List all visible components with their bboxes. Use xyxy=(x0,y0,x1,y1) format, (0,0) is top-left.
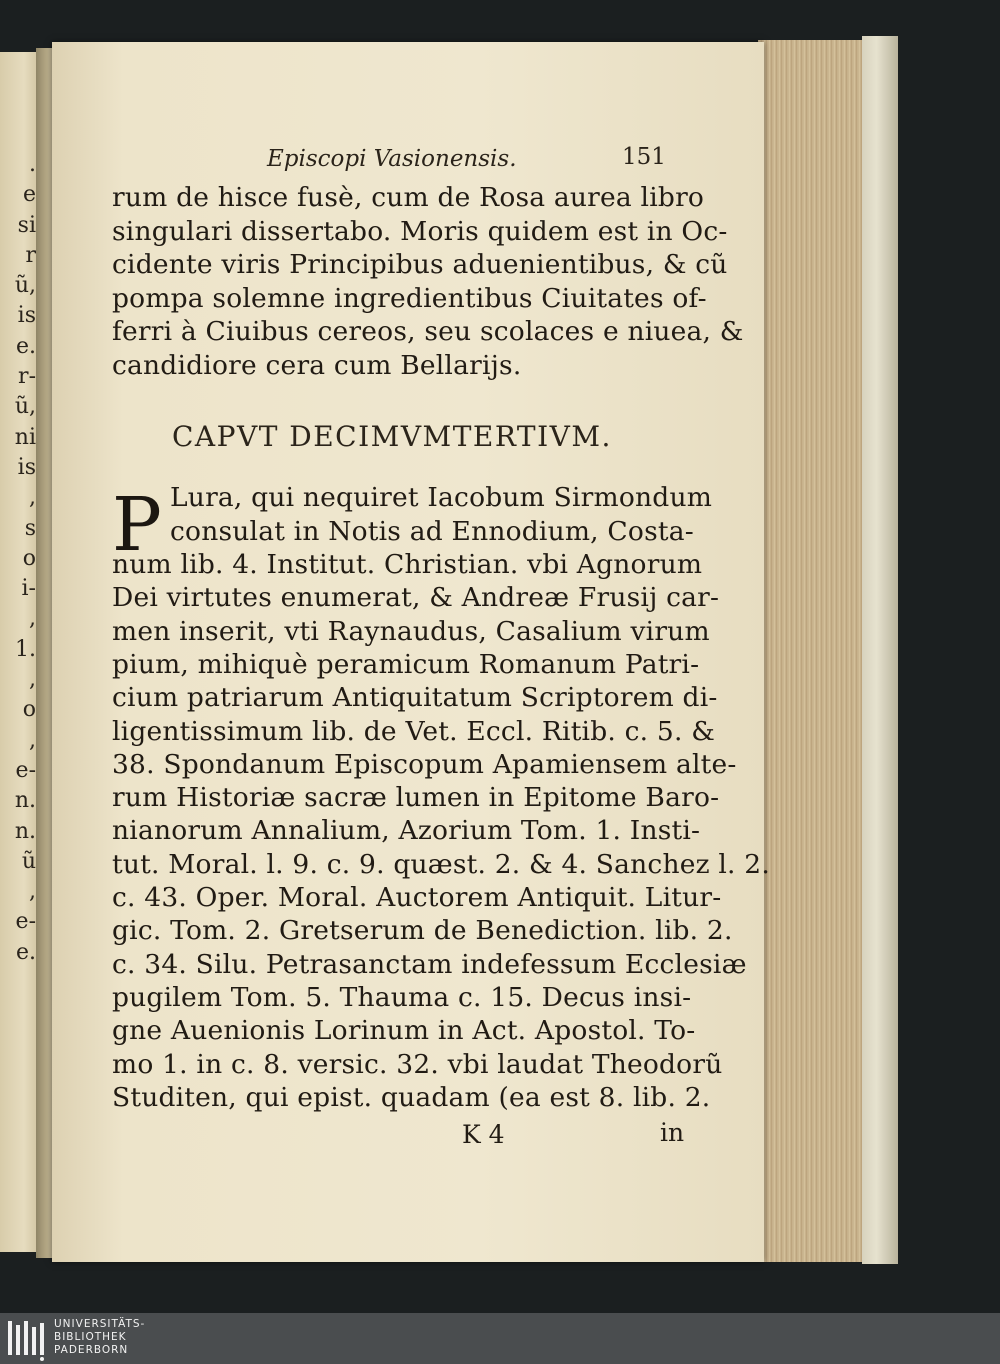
text-line: 38. Spondanum Episcopum Apamiensem alte- xyxy=(112,748,737,780)
drop-cap: P xyxy=(112,482,162,568)
text-line: candidiore cera cum Bellarijs. xyxy=(112,349,522,381)
text-fragment: e xyxy=(22,182,36,208)
page-number: 151 xyxy=(622,144,666,170)
text-line: gic. Tom. 2. Gretserum de Benediction. lib. 2. xyxy=(112,915,733,947)
text-line: ferri à Ciuibus cereos, seu scolaces e niuea, & xyxy=(112,316,744,347)
text-line: nianorum Annalium, Azorium Tom. 1. Insti- xyxy=(112,815,701,847)
text-fragment: ũ, xyxy=(14,273,36,299)
text-fragment: e. xyxy=(15,333,36,359)
text-fragment: n. xyxy=(14,818,36,844)
text-line: pompa solemne ingredientibus Ciuitates of- xyxy=(112,282,707,314)
library-footer xyxy=(0,1313,1000,1364)
text-fragment: e- xyxy=(15,909,36,935)
text-fragment: r xyxy=(25,242,36,268)
text-fragment: r- xyxy=(18,364,36,390)
text-fragment: e- xyxy=(15,757,36,783)
text-line: Lura, qui nequiret Iacobum Sirmondum xyxy=(170,482,713,513)
text-line: Dei virtutes enumerat, & Andreæ Frusij car- xyxy=(112,582,720,614)
text-line: c. 43. Oper. Moral. Auctorem Antiquit. Litur- xyxy=(112,882,722,913)
text-line: consulat in Notis ad Ennodium, Costa- xyxy=(170,515,694,547)
text-line: c. 34. Silu. Petrasanctam indefessum Ecclesiæ xyxy=(112,948,747,980)
text-fragment: ũ xyxy=(21,848,36,874)
text-line: mo 1. in c. 8. versic. 32. vbi laudat Theodorũ xyxy=(112,1048,723,1080)
text-fragment: n. xyxy=(14,788,36,814)
text-fragment: , xyxy=(29,879,36,905)
page-block-edges xyxy=(758,40,866,1262)
library-logo-icon xyxy=(6,1317,46,1361)
text-line: cidente viris Principibus aduenientibus, & cũ xyxy=(112,249,728,280)
text-fragment: is xyxy=(17,454,36,480)
text-fragment: , xyxy=(29,727,36,753)
text-line: Studiten, qui epist. quadam (ea est 8. lib. 2. xyxy=(112,1081,711,1113)
library-name xyxy=(54,1318,145,1357)
text-fragment: , xyxy=(29,606,36,632)
text-line: men inserit, vti Raynaudus, Casalium virum xyxy=(112,615,710,647)
text-fragment: o xyxy=(22,545,36,571)
previous-page-edge xyxy=(0,52,40,1252)
library-name-line: BIBLIOTHEK xyxy=(54,1331,127,1343)
text-line: gne Auenionis Lorinum in Act. Apostol. To- xyxy=(112,1015,696,1047)
text-line: rum Historiæ sacræ lumen in Epitome Baro- xyxy=(112,782,720,814)
text-fragment: o xyxy=(22,697,36,723)
text-line: pugilem Tom. 5. Thauma c. 15. Decus insi- xyxy=(112,981,692,1013)
text-line: cium patriarum Antiquitatum Scriptorem di- xyxy=(112,682,718,714)
text-line: ligentissimum lib. de Vet. Eccl. Ritib. c. 5. & xyxy=(112,715,716,747)
text-fragment: i- xyxy=(21,576,36,602)
text-fragment: e. xyxy=(15,939,36,965)
text-line: num lib. 4. Institut. Christian. vbi Agnorum xyxy=(112,549,703,580)
text-line: rum de hisce fusè, cum de Rosa aurea libro xyxy=(112,182,705,213)
text-line: tut. Moral. l. 9. c. 9. quæst. 2. & 4. Sanchez l. 2. xyxy=(112,848,770,880)
previous-page-text-fragments xyxy=(8,150,36,968)
running-head: Episcopi Vasionensis. xyxy=(267,146,517,172)
text-fragment: 1. xyxy=(15,636,36,662)
text-fragment: is xyxy=(17,303,36,329)
text-line: pium, mihiquè peramicum Romanum Patri- xyxy=(112,648,700,680)
text-fragment: si xyxy=(17,212,36,238)
text-fragment: . xyxy=(29,152,36,177)
library-name-line: UNIVERSITÄTS- xyxy=(54,1318,146,1330)
book-cover-edge xyxy=(862,36,898,1264)
chapter-title: CAPVT DECIMVMTERTIVM. xyxy=(172,420,612,453)
signature-mark: K 4 xyxy=(462,1120,505,1149)
text-fragment: ni xyxy=(14,424,36,450)
text-fragment: , xyxy=(29,667,36,693)
book-page xyxy=(52,42,770,1262)
text-fragment: s xyxy=(24,515,36,541)
text-fragment: , xyxy=(29,485,36,511)
library-name-line: PADERBORN xyxy=(54,1344,129,1356)
text-line: singulari dissertabo. Moris quidem est in Oc- xyxy=(112,215,728,247)
text-fragment: ũ, xyxy=(14,394,36,420)
catchword: in xyxy=(660,1118,685,1147)
